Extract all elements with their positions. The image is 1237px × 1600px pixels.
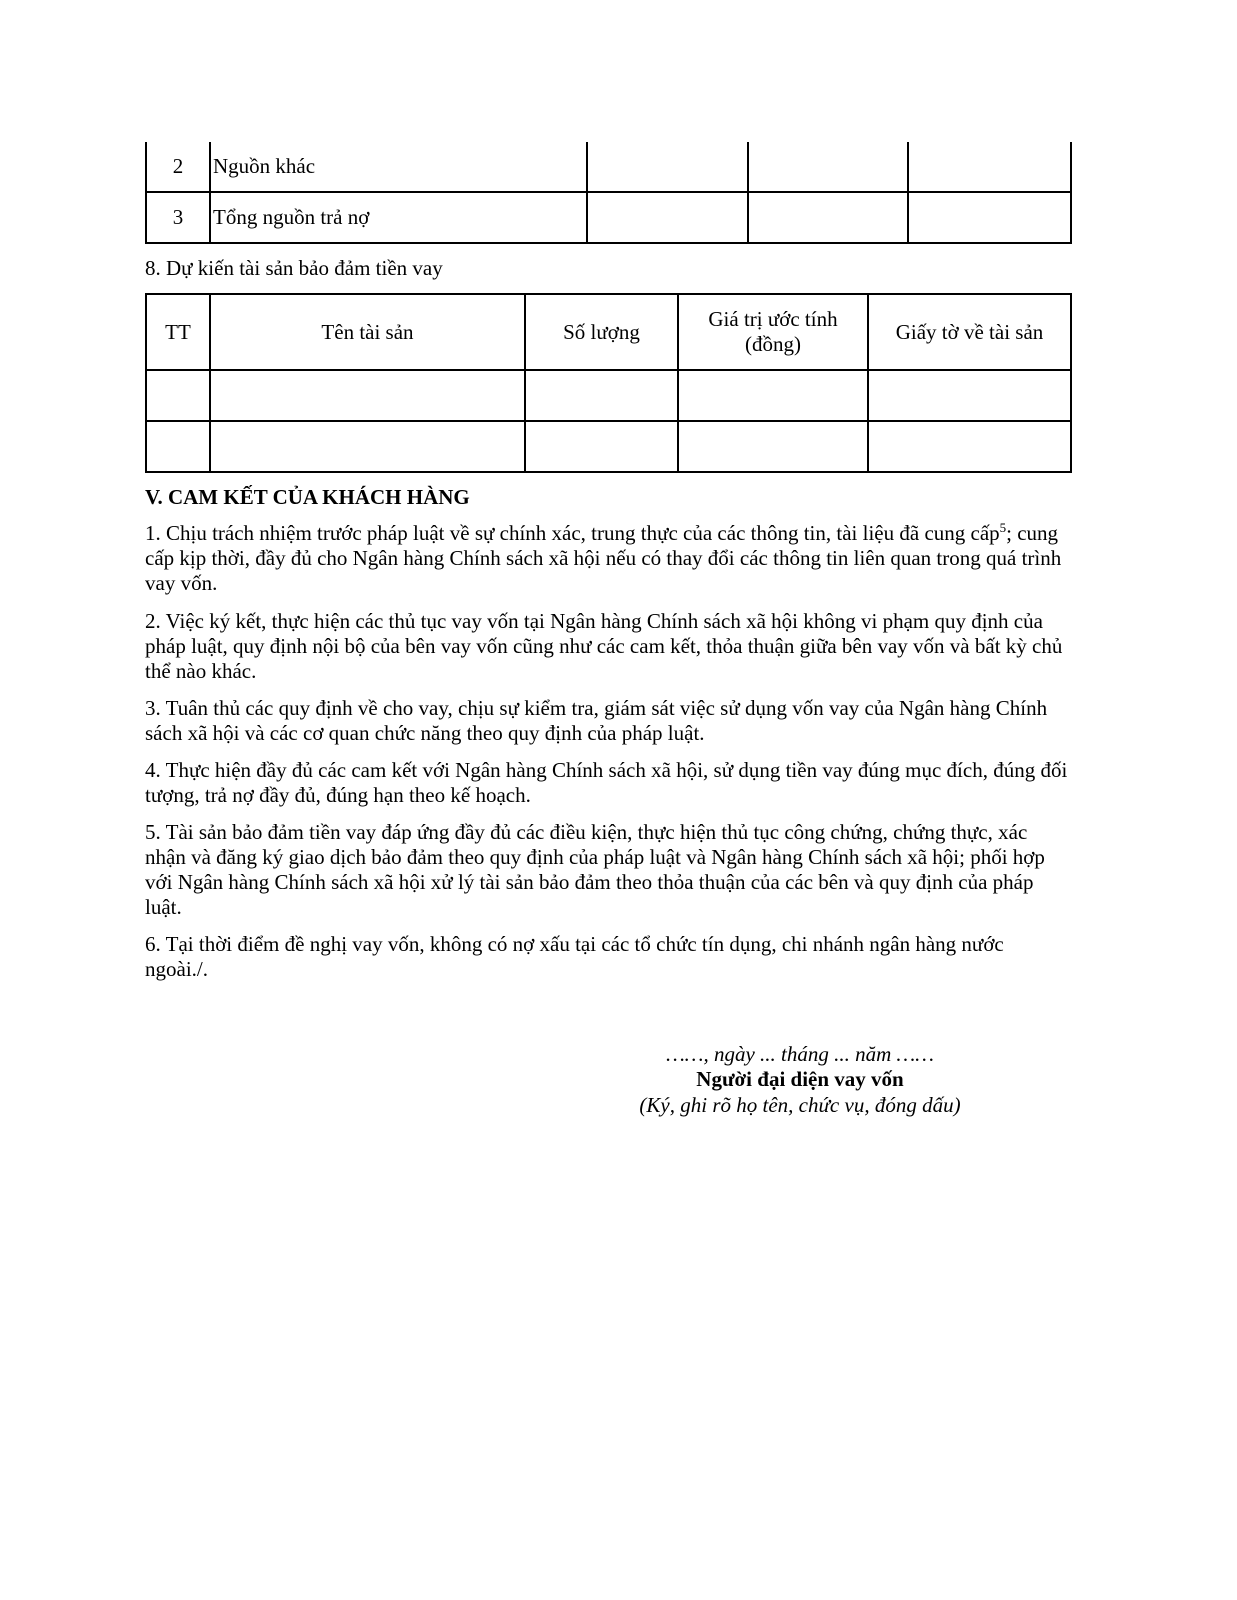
row-number: 3 (146, 192, 210, 243)
commitment-item-1 (145, 521, 1070, 596)
row-label: Nguồn khác (210, 142, 587, 192)
column-header-estimated-value (678, 294, 868, 370)
empty-cell (210, 421, 525, 472)
empty-cell (525, 421, 678, 472)
empty-cell (210, 370, 525, 421)
table-row (146, 421, 1071, 472)
empty-cell (908, 192, 1071, 243)
table-row (146, 142, 1071, 192)
commitment-item-4: 4. Thực hiện đầy đủ các cam kết với Ngân hàng Chính sách xã hội, sử dụng tiền vay đúng mục đích, đúng đối tượng, trả nợ đầy đủ, đúng hạn theo kế hoạch. (145, 758, 1068, 807)
commitment-item-2: 2. Việc ký kết, thực hiện các thủ tục vay vốn tại Ngân hàng Chính sách xã hội không vi phạm quy định của pháp luật, quy định nội bộ của bên vay vốn cũng như các cam kết, thỏa thuận giữa bên vay vốn và bất kỳ chủ thể nào khác. (145, 609, 1063, 683)
empty-cell (748, 142, 908, 192)
column-header-asset-name: Tên tài sản (210, 294, 525, 370)
empty-cell (587, 192, 748, 243)
empty-cell (678, 370, 868, 421)
commitment-item-6: 6. Tại thời điểm đề nghị vay vốn, không có nợ xấu tại các tổ chức tín dụng, chi nhánh ngân hàng nước ngoài./. (145, 932, 1004, 981)
header-line: Giá trị ước tính (708, 307, 838, 331)
empty-cell (908, 142, 1071, 192)
empty-cell (678, 421, 868, 472)
column-header-tt: TT (146, 294, 210, 370)
empty-cell (868, 421, 1071, 472)
row-number: 2 (146, 142, 210, 192)
row-label: Tổng nguồn trả nợ (210, 192, 587, 243)
table-row (146, 192, 1071, 243)
empty-cell (748, 192, 908, 243)
column-header-asset-documents: Giấy tờ về tài sản (868, 294, 1071, 370)
collateral-assets-table (145, 293, 1072, 473)
header-line: (đồng) (745, 332, 801, 356)
commitment-item-5: 5. Tài sản bảo đảm tiền vay đáp ứng đầy đủ các điều kiện, thực hiện thủ tục công chứng, chứng thực, xác nhận và đăng ký giao dịch bảo đảm theo quy định của pháp luật và Ngân hàng Chính sách xã hội; phối hợp với Ngân hàng Chính sách xã hội xử lý tài sản bảo đảm theo thỏa thuận của các bên và quy định của pháp luật. (145, 820, 1045, 919)
signature-note: (Ký, ghi rõ họ tên, chức vụ, đóng dấu) (639, 1093, 961, 1117)
empty-cell (146, 421, 210, 472)
table-row (146, 370, 1071, 421)
signature-title: Người đại diện vay vốn (696, 1067, 904, 1091)
footnote-marker: 5 (999, 520, 1007, 535)
section-v-heading: V. CAM KẾT CỦA KHÁCH HÀNG (145, 485, 470, 509)
table-header-row (146, 294, 1071, 370)
empty-cell (525, 370, 678, 421)
commitment-text: 1. Chịu trách nhiệm trước pháp luật về sự chính xác, trung thực của các thông tin, tài liệu đã cung cấp (145, 521, 1000, 545)
signature-date-line: ……, ngày ... tháng ... năm …… (666, 1042, 934, 1066)
column-header-quantity: Số lượng (525, 294, 678, 370)
commitment-item-3: 3. Tuân thủ các quy định về cho vay, chịu sự kiểm tra, giám sát việc sử dụng vốn vay của Ngân hàng Chính sách xã hội và các cơ quan chức năng theo quy định của pháp luật. (145, 696, 1048, 745)
commitment-text: ; cung cấp kịp thời, đầy đủ cho Ngân hàng Chính sách xã hội nếu có thay đổi các thông tin liên quan trong quá trình vay vốn. (145, 521, 1062, 595)
empty-cell (146, 370, 210, 421)
empty-cell (587, 142, 748, 192)
section-8-heading: 8. Dự kiến tài sản bảo đảm tiền vay (145, 256, 443, 280)
repayment-source-table (145, 142, 1072, 244)
empty-cell (868, 370, 1071, 421)
